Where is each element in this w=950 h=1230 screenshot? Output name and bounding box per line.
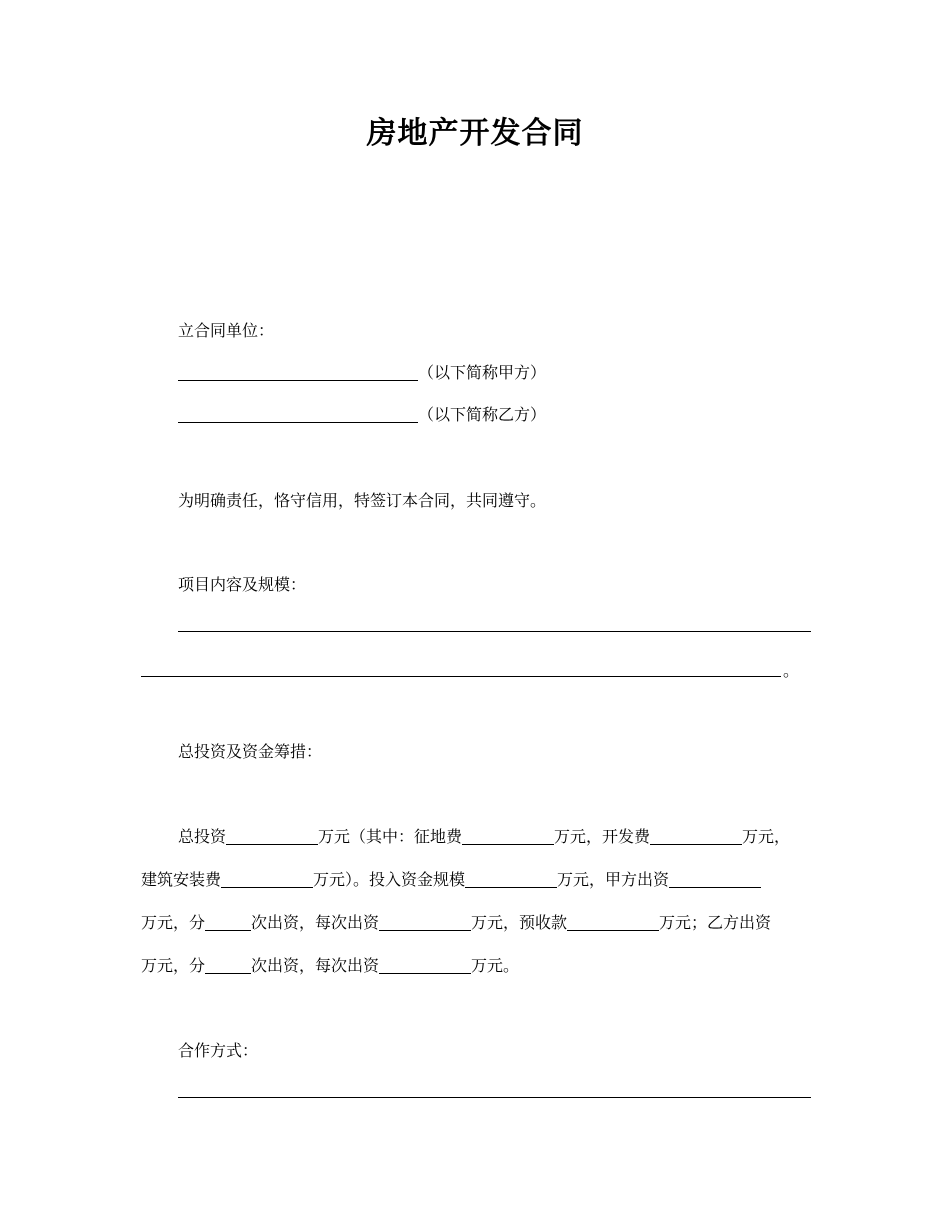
investment-line-3 — [141, 912, 771, 934]
purpose-text: 为明确责任，恪守信用，特签订本合同，共同遵守。 — [178, 491, 547, 510]
investment-heading: 总投资及资金筹措： — [178, 742, 323, 761]
party-b-installments-blank[interactable] — [205, 957, 251, 974]
development-fee-label: 万元，开发费 — [554, 827, 651, 846]
total-investment-label: 总投资 — [178, 827, 227, 846]
party-a-installments-label: 万元，分 — [141, 913, 206, 932]
land-fee-label: 万元（其中：征地费 — [318, 827, 463, 846]
land-fee-blank[interactable] — [462, 828, 554, 845]
development-fee-blank[interactable] — [650, 828, 742, 845]
total-investment-blank[interactable] — [226, 828, 318, 845]
party-a-per-installment-blank[interactable] — [379, 914, 471, 931]
parties-heading: 立合同单位： — [178, 321, 275, 340]
party-a-contribution-label: 万元，甲方出资 — [557, 870, 670, 889]
project-end-mark: 。 — [783, 661, 800, 680]
party-b-contribution-label: 万元；乙方出资 — [659, 913, 772, 932]
development-fee-unit: 万元， — [742, 827, 791, 846]
party-b-blank[interactable] — [178, 406, 418, 423]
advance-payment-blank[interactable] — [567, 914, 659, 931]
fund-scale-blank[interactable] — [465, 871, 557, 888]
party-a-installments-blank[interactable] — [205, 914, 251, 931]
document-title: 房地产开发合同 — [366, 116, 584, 151]
investment-line-4 — [141, 955, 519, 977]
project-heading: 项目内容及规模： — [178, 575, 307, 594]
construction-fee-blank[interactable] — [221, 871, 313, 888]
advance-payment-label: 万元，预收款 — [471, 913, 568, 932]
cooperation-blank-line[interactable] — [178, 1097, 811, 1098]
party-b-per-installment-unit: 万元。 — [471, 956, 520, 975]
cooperation-heading: 合作方式： — [178, 1041, 259, 1060]
construction-fee-label: 建筑安装费 — [141, 870, 222, 889]
fund-scale-label: 万元）。投入资金规模 — [313, 870, 466, 889]
project-blank-line-1[interactable] — [178, 631, 811, 632]
party-a-blank[interactable] — [178, 364, 418, 381]
party-a-line — [178, 362, 546, 384]
party-b-line — [178, 404, 546, 426]
investment-line-2 — [141, 869, 761, 891]
party-b-installments-label: 万元，分 — [141, 956, 206, 975]
party-a-suffix: （以下简称甲方） — [418, 363, 547, 382]
party-b-suffix: （以下简称乙方） — [418, 405, 547, 424]
party-b-per-installment-label: 次出资，每次出资 — [251, 956, 380, 975]
party-a-contribution-blank[interactable] — [669, 871, 761, 888]
investment-line-1 — [178, 826, 790, 848]
project-blank-line-2[interactable] — [141, 676, 781, 677]
party-a-per-installment-label: 次出资，每次出资 — [251, 913, 380, 932]
party-b-per-installment-blank[interactable] — [379, 957, 471, 974]
